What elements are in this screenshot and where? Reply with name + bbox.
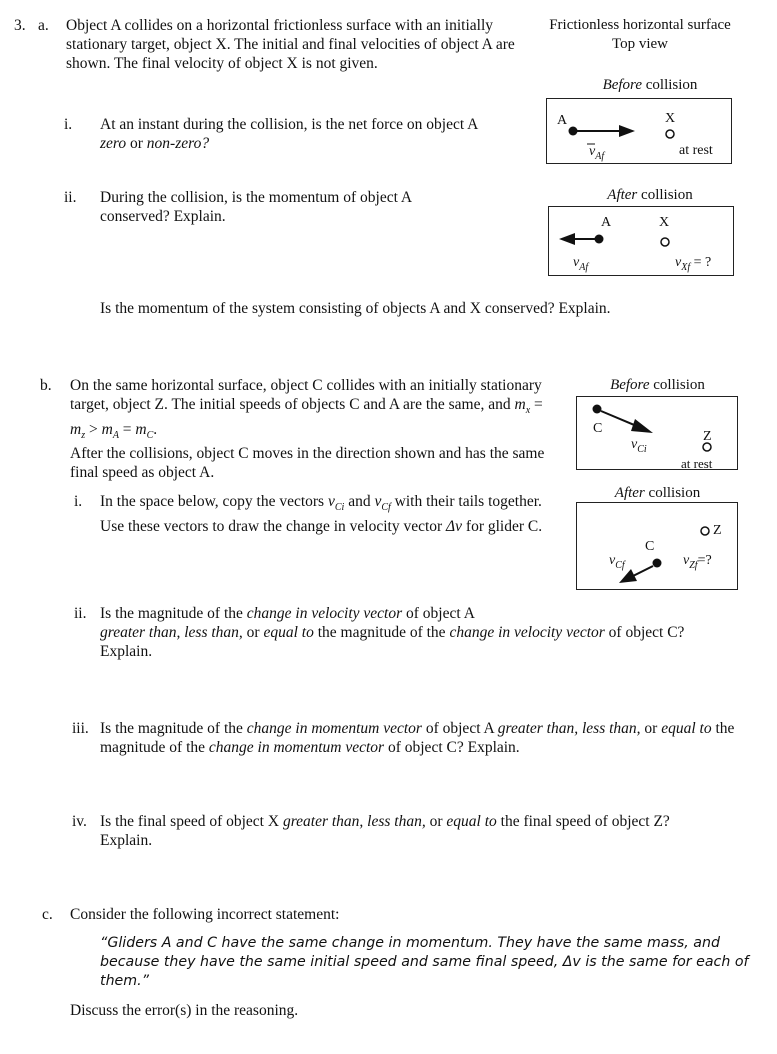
incorrect-statement-quote: “Gliders A and C have the same change in momentum. They have the same mass, and because they have the same initial speed and same final speed, Δv is the same for each of them.”	[100, 935, 749, 989]
object-x-label: X	[665, 111, 676, 126]
object-c-after-label: C	[645, 539, 655, 554]
after-collision-drawing	[549, 207, 733, 275]
figure-b-after-box	[576, 502, 738, 590]
object-a-dot	[569, 127, 578, 136]
object-a-after-label: A	[601, 215, 612, 230]
part-a-ii-label: ii.	[64, 189, 77, 206]
part-b-ii-question: Is the magnitude of the change in velocity vector of object A greater than, less than, or equal to the magnitude of the change in velocity vector of object C? Explain.	[100, 605, 685, 660]
object-z-after-circle	[701, 527, 709, 535]
object-z-label: Z	[703, 429, 712, 444]
part-a-i-label: i.	[64, 116, 73, 133]
part-a-label: a.	[38, 17, 49, 34]
figure-b-before-drawing	[577, 397, 737, 469]
part-b-i-question: In the space below, copy the vectors $v_{Ci}$ and $v_{Cf}$ with their tails together. Use these vectors to draw the change in velocity vector Δv for glider C.	[100, 493, 543, 535]
velocity-c-final-arrowhead	[619, 569, 637, 583]
velocity-a-before-label: $v_{Af}$	[589, 144, 605, 162]
figure-b-after-caption: After collision	[614, 485, 701, 501]
velocity-c-final-shaft	[631, 566, 653, 577]
object-x-after-label: X	[659, 215, 670, 230]
velocity-a-arrowhead	[619, 125, 635, 137]
velocity-c-initial-arrowhead	[631, 419, 653, 433]
part-b-iv-label: iv.	[72, 813, 87, 830]
velocity-x-after-label: $v_{Xf}$ = ?	[675, 255, 712, 273]
part-a-system-question: Is the momentum of the system consisting of objects A and X conserved? Explain.	[100, 300, 611, 317]
figure-a-after-box	[548, 206, 734, 276]
part-b-i-label: i.	[74, 493, 83, 510]
figure-a-title: Frictionless horizontal surface Top view	[549, 17, 731, 52]
part-b-iii-label: iii.	[72, 720, 89, 737]
part-b-after-text: After the collisions, object C moves in the direction shown and has the same final speed as object A.	[70, 445, 545, 481]
at-rest-label: at rest	[679, 143, 713, 158]
part-a-intro: Object A collides on a horizontal frictionless surface with an initially stationary target, object X. The initial and final velocities of object A are shown. The final velocity of object X is not given.	[66, 17, 515, 72]
z-at-rest-label: at rest	[681, 456, 713, 471]
velocity-a-after-label: $v_{Af}$	[573, 255, 589, 273]
figure-a-after-caption: After collision	[607, 187, 693, 203]
object-c-after-dot	[653, 559, 662, 568]
part-c-intro: Consider the following incorrect statement:	[70, 906, 340, 923]
before-collision-drawing	[547, 99, 731, 163]
problem-number: 3.	[14, 17, 26, 34]
part-a-ii-question: During the collision, is the momentum of object A conserved? Explain.	[100, 189, 412, 225]
figure-a-before-caption: Before collision	[602, 77, 698, 93]
object-z-after-label: Z	[713, 523, 722, 538]
object-c-dot	[593, 405, 602, 414]
figure-b-before-box	[576, 396, 738, 470]
figure-b-before-caption: Before collision	[610, 377, 705, 393]
object-a-label: A	[557, 113, 568, 128]
object-x-circle	[666, 130, 674, 138]
velocity-a-after-arrowhead	[559, 233, 575, 245]
part-c-label: c.	[42, 906, 53, 923]
part-b-label: b.	[40, 377, 52, 394]
part-b-intro: On the same horizontal surface, object C collides with an initially stationary target, object Z. The initial speeds of objects C and A are the same, and $m_x = m_z > m_A = m_C$.	[70, 377, 543, 441]
figure-b-after-drawing	[577, 503, 737, 589]
object-a-after-dot	[595, 235, 604, 244]
part-b-iv-question: Is the final speed of object X greater than, less than, or equal to the final speed of object Z? Explain.	[100, 813, 670, 849]
object-z-circle	[703, 443, 711, 451]
velocity-c-final-label: $v_{Cf}$	[609, 553, 625, 571]
velocity-z-final-label: $v_{Zf}=$?	[683, 553, 712, 571]
part-b-ii-label: ii.	[74, 605, 87, 622]
part-a-i-question: At an instant during the collision, is the net force on object A zero or non-zero?	[100, 116, 478, 152]
object-c-label: C	[593, 421, 603, 436]
velocity-c-initial-label: $v_{Ci}$	[631, 437, 647, 455]
figure-a-before-box	[546, 98, 732, 164]
part-c-prompt: Discuss the error(s) in the reasoning.	[70, 1002, 299, 1019]
part-b-iii-question: Is the magnitude of the change in momentum vector of object A greater than, less than, or equal to the magnitude of the change in momentum vector of object C? Explain.	[100, 720, 735, 756]
object-x-after-circle	[661, 238, 669, 246]
